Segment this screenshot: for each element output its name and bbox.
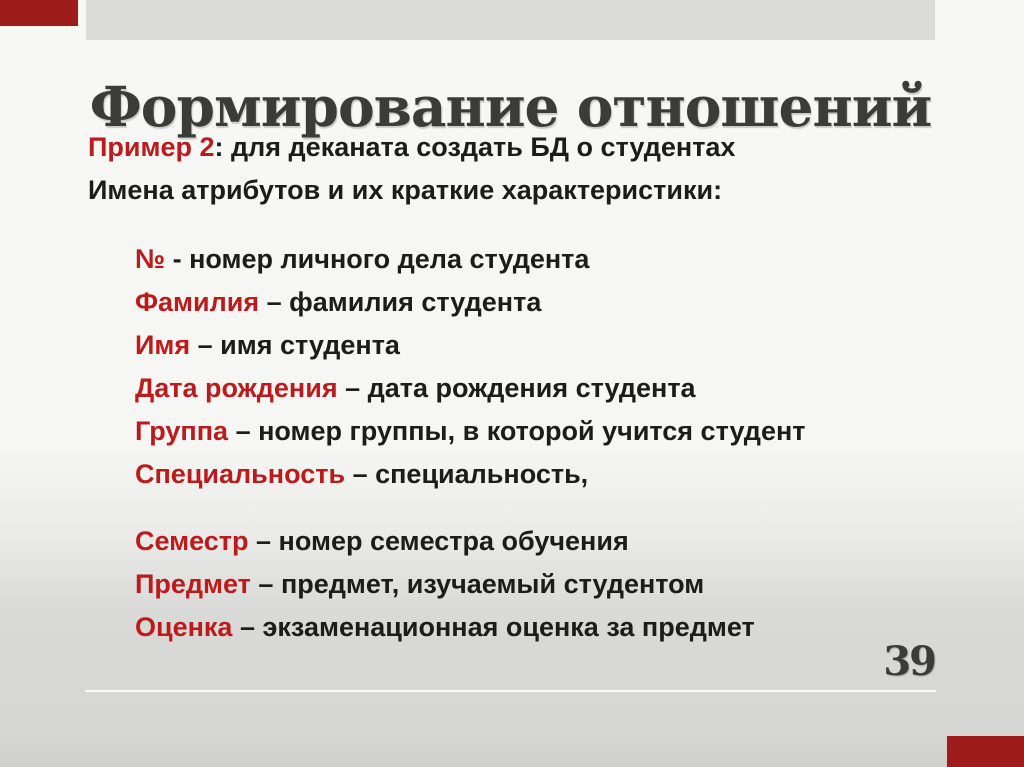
attribute-name: Дата рождения (135, 373, 338, 403)
intro-line (88, 169, 968, 212)
attribute-name: Оценка (135, 612, 233, 642)
intro-term: Пример 2 (88, 132, 215, 162)
intro-block (88, 126, 968, 212)
attribute-row (135, 238, 968, 281)
attribute-list (135, 238, 968, 649)
attribute-description: – экзаменационная оценка за предмет (232, 612, 755, 642)
attribute-name: № (135, 244, 166, 274)
attribute-row (135, 367, 968, 410)
intro-text: : для деканата создать БД о студентах (214, 132, 736, 162)
attribute-row (135, 520, 968, 563)
attribute-row (135, 606, 968, 649)
attribute-row (135, 453, 968, 496)
attribute-description: – имя студента (190, 330, 400, 360)
attribute-row (135, 281, 968, 324)
corner-accent-bottom-right (947, 736, 1024, 767)
corner-accent-top-left (0, 0, 78, 26)
slide-title: Формирование отношений (89, 73, 932, 139)
attribute-description: – специальность, (345, 459, 589, 489)
intro-line (88, 126, 968, 169)
page-number: 39 (883, 638, 935, 685)
attribute-description: – номер семестра обучения (248, 526, 629, 556)
attribute-description: – дата рождения студента (337, 373, 696, 403)
attribute-description: – предмет, изучаемый студентом (250, 569, 705, 599)
attribute-row (135, 410, 968, 453)
attribute-name: Фамилия (135, 287, 260, 317)
attribute-row (135, 324, 968, 367)
attribute-name: Семестр (135, 526, 249, 556)
footer-divider-line (85, 690, 936, 692)
attribute-row (135, 563, 968, 606)
attribute-name: Специальность (135, 459, 346, 489)
attribute-description: - номер личного дела студента (165, 244, 590, 274)
attribute-description: – фамилия студента (259, 287, 542, 317)
header-band (86, 0, 935, 40)
attribute-description: – номер группы, в которой учится студент (228, 416, 806, 446)
attribute-name: Предмет (135, 569, 251, 599)
attribute-name: Имя (135, 330, 191, 360)
slide-body (88, 126, 968, 649)
attribute-name: Группа (135, 416, 229, 446)
intro-text: Имена атрибутов и их краткие характеристики: (88, 175, 723, 205)
